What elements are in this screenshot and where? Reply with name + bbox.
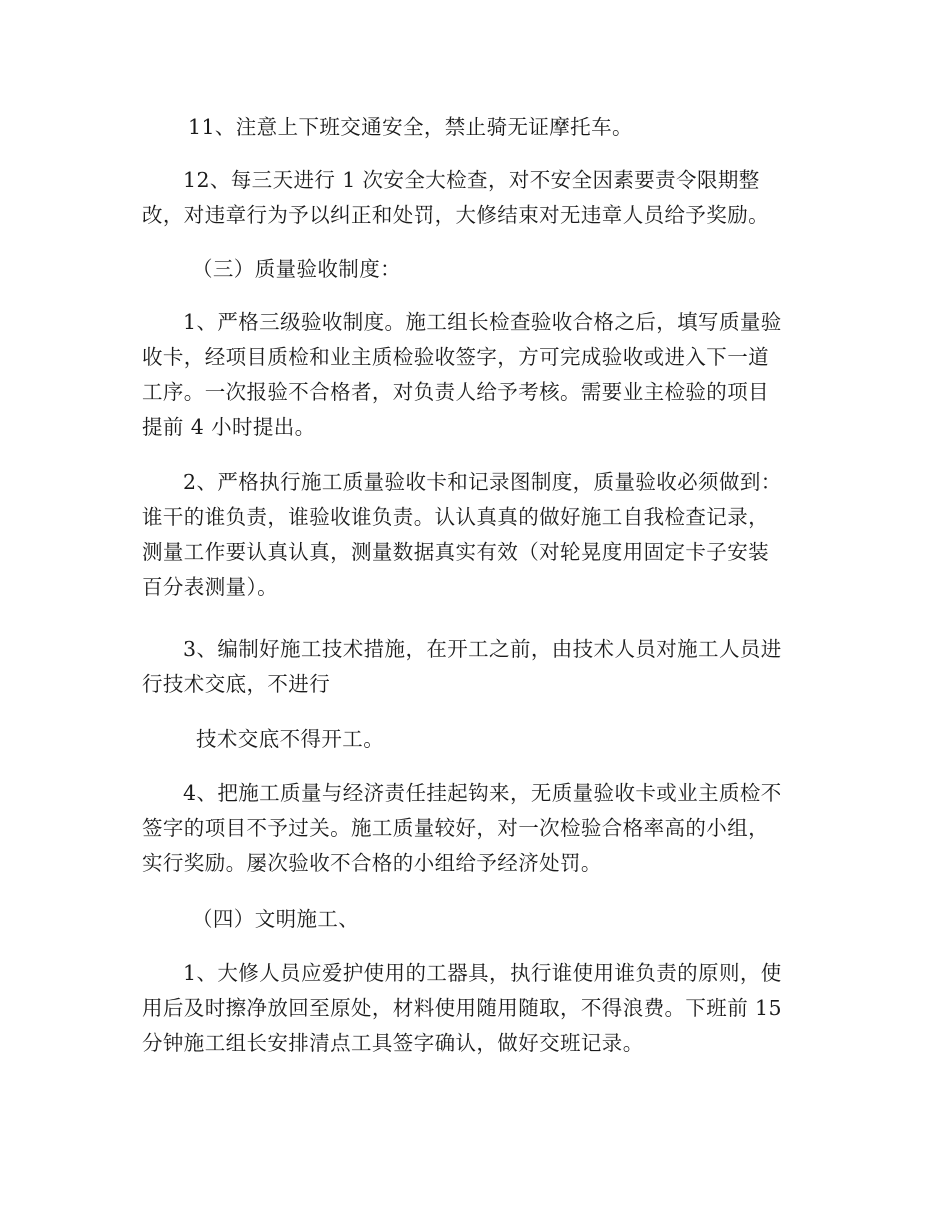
- text-line: 谁干的谁负责，谁验收谁负责。认认真真的做好施工自我检查记录，: [142, 505, 769, 529]
- text-line: 提前 4 小时提出。: [142, 415, 316, 439]
- paragraph-quality-3-continued: [142, 722, 822, 757]
- text-line: 4、把施工质量与经济责任挂起钩来，无质量验收卡或业主质检不: [183, 781, 782, 805]
- text-line: 实行奖励。屡次验收不合格的小组给予经济处罚。: [142, 851, 602, 875]
- text-line: 用后及时擦净放回至原处，材料使用随用随取，不得浪费。下班前 15: [142, 996, 782, 1020]
- text-line: 收卡，经项目质检和业主质检验收签字，方可完成验收或进入下一道: [142, 345, 769, 369]
- text-line: 行技术交底，不进行: [142, 672, 331, 696]
- text-line: （四）文明施工、: [192, 907, 360, 931]
- paragraph-quality-3: [142, 632, 822, 702]
- paragraph-civilized-1: [142, 956, 822, 1061]
- text-line: 3、编制好施工技术措施，在开工之前，由技术人员对施工人员进: [183, 637, 782, 661]
- text-line: 2、严格执行施工质量验收卡和记录图制度，质量验收必须做到：: [183, 470, 782, 494]
- text-line: 1、大修人员应爱护使用的工器具，执行谁使用谁负责的原则，使: [183, 961, 782, 985]
- text-line: 12、每三天进行 1 次安全大检查，对不安全因素要责令限期整: [183, 168, 760, 192]
- paragraph-item-12: [142, 163, 822, 233]
- paragraph-item-11: [142, 110, 822, 145]
- text-line: 百分表测量）。: [142, 575, 279, 599]
- section-heading-civilized: [142, 902, 822, 937]
- text-line: 技术交底不得开工。: [196, 727, 385, 751]
- text-line: 签字的项目不予过关。施工质量较好，对一次检验合格率高的小组，: [142, 816, 769, 840]
- paragraph-quality-2: [142, 465, 822, 605]
- text-line: （三）质量验收制度：: [192, 257, 401, 281]
- text-line: 11、注意上下班交通安全，禁止骑无证摩托车。: [188, 115, 633, 139]
- section-heading-quality: [142, 252, 822, 287]
- text-line: 1、严格三级验收制度。施工组长检查验收合格之后，填写质量验: [183, 310, 782, 334]
- text-line: 改，对违章行为予以纠正和处罚，大修结束对无违章人员给予奖励。: [142, 203, 769, 227]
- paragraph-quality-1: [142, 305, 822, 445]
- text-line: 工序。一次报验不合格者，对负责人给予考核。需要业主检验的项目: [142, 380, 769, 404]
- paragraph-quality-4: [142, 776, 822, 881]
- text-line: 测量工作要认真认真，测量数据真实有效（对轮晃度用固定卡子安装: [142, 540, 769, 564]
- text-line: 分钟施工组长安排清点工具签字确认，做好交班记录。: [142, 1031, 644, 1055]
